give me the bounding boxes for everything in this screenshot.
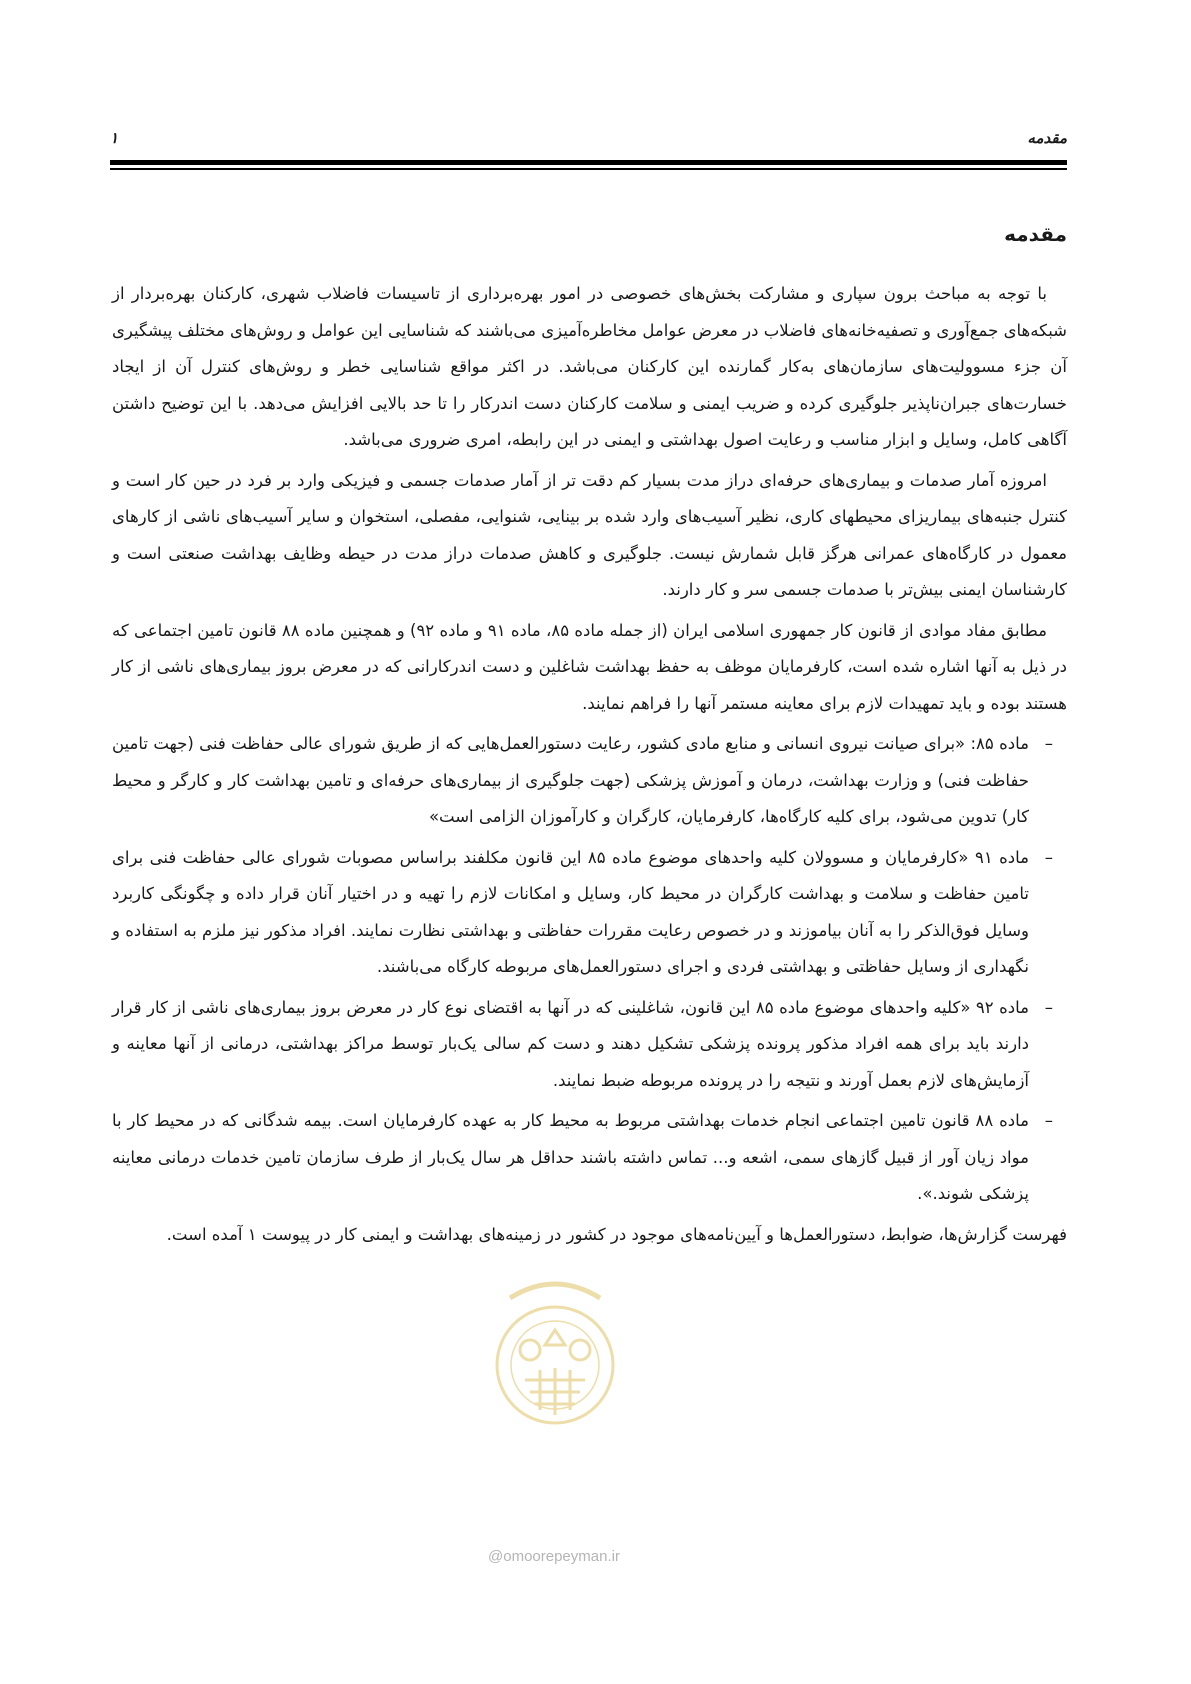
list-item	[112, 990, 1067, 1100]
list-item	[112, 840, 1067, 986]
running-section-title: مقدمه	[1027, 129, 1067, 147]
watermark-logo-icon	[485, 1270, 625, 1450]
paragraph: با توجه به مباحث برون سپاری و مشارکت بخش‌های خصوصی در امور بهره‌برداری از تاسیسات فاضلاب شهری، کارکنان بهره‌بردار از شبکه‌های جمع‌آوری و تصفیه‌خانه‌های فاضلاب در معرض عوامل مخاطره‌آمیزی می‌باشند که شناسایی این عوامل و روش‌های مختلف پیشگیری آن جزء مسوولیت‌های سازمان‌های به‌کار گمارنده این کارکنان می‌باشد. در اکثر مواقع شناسایی خطر و روش‌های کنترل آن از ایجاد خسارت‌های جبران‌ناپذیر جلوگیری کرده و ضریب ایمنی و سلامت کارکنان دست اندرکار را تا حد بالایی افزایش می‌دهد. با این توضیح داشتن آگاهی کامل، وسایل و ابزار مناسب و رعایت اصول بهداشتی و ایمنی در این رابطه، امری ضروری می‌باشد.	[112, 284, 1067, 449]
list-item-text: ماده ۹۱ «کارفرمایان و مسوولان کلیه واحدهای موضوع ماده ۸۵ این قانون مکلفند براساس مصوبات شورای عالی حفاظت فنی برای تامین حفاظت و سلامت و بهداشت کارگران در محیط کار، وسایل و امکانات لازم را تهیه و در اختیار آنان قرار داده و چگونگی کاربرد وسایل فوق‌الذکر را به آنان بیاموزند و در خصوص رعایت مقررات حفاظتی و بهداشتی نظارت نمایند. افراد مذکور نیز ملزم به استفاده و نگهداری از وسایل حفاظتی و بهداشتی فردی و اجرای دستورالعمل‌های مربوطه کارگاه می‌باشند.	[112, 847, 1029, 976]
watermark-site: @omoorepeyman.ir	[488, 1548, 620, 1565]
dash-bullet: –	[1044, 847, 1053, 867]
paragraph: امروزه آمار صدمات و بیماری‌های حرفه‌ای دراز مدت بسیار کم دقت تر از آمار صدمات جسمی و فیزیکی وارد بر فرد در حین کار است و کنترل جنبه‌های بیماریزای محیطهای کاری، نظیر آسیب‌های وارد شده بر بینایی، شنوایی، مفصلی، استخوان و سایر آسیب‌های ناشی از کارهای معمول در کارگاه‌های عمرانی هرگز قابل شمارش نیست. جلوگیری و کاهش صدمات دراز مدت در حیطه وظایف بهداشت صنعتی است و کارشناسان ایمنی بیش‌تر با صدمات جسمی سر و کار دارند.	[112, 470, 1067, 599]
law-articles-list	[112, 726, 1067, 1213]
header-rule-thick	[110, 160, 1067, 165]
list-item-text: ماده ۸۸ قانون تامین اجتماعی انجام خدمات بهداشتی مربوط به محیط کار به عهده کارفرمایان است. بیمه شدگانی که در محیط کار با مواد زیان آور از قبیل گازهای سمی، اشعه و... تماس داشته باشند حداقل هر سال یک‌بار از طرف سازمان تامین خدمات درمانی معاینه پزشکی شوند.».	[112, 1111, 1029, 1203]
header-rule-thin	[110, 168, 1067, 170]
page-header	[110, 128, 1067, 148]
section-heading: مقدمه	[1004, 222, 1067, 246]
dash-bullet: –	[1044, 997, 1053, 1017]
paragraph: مطابق مفاد موادی از قانون کار جمهوری اسلامی ایران (از جمله ماده ۸۵، ماده ۹۱ و ماده ۹۲) و همچنین ماده ۸۸ قانون تامین اجتماعی که در ذیل به آنها اشاره شده است، کارفرمایان موظف به حفظ بهداشت شاغلین و دست اندرکارانی که در معرض بروز بیماری‌های ناشی از کار هستند بوده و باید تمهیدات لازم برای معاینه مستمر آنها را فراهم نمایند.	[112, 620, 1067, 713]
dash-bullet: –	[1044, 1111, 1053, 1130]
document-body	[112, 276, 1067, 1257]
dash-bullet: –	[1044, 734, 1053, 753]
list-item	[112, 726, 1067, 836]
list-item-text: ماده ۸۵: «برای صیانت نیروی انسانی و منابع مادی کشور، رعایت دستورالعمل‌هایی که از طریق شورای عالی حفاظت فنی (جهت تامین حفاظت فنی) و وزارت بهداشت، درمان و آموزش پزشکی (جهت جلوگیری از بیماری‌های حرفه‌ای و تامین بهداشت کار و کارگر و محیط کار) تدوین می‌شود، برای کلیه کارگاه‌ها، کارفرمایان، کارگران و کارآموزان الزامی است»	[112, 734, 1029, 826]
paragraph: فهرست گزارش‌ها، ضوابط، دستورالعمل‌ها و آیین‌نامه‌های موجود در کشور در زمینه‌های بهداشت و ایمنی کار در پیوست ۱ آمده است.	[166, 1224, 1067, 1244]
page-number: ۱	[110, 129, 119, 147]
list-item-text: ماده ۹۲ «کلیه واحدهای موضوع ماده ۸۵ این قانون، شاغلینی که در آنها به اقتضای نوع کار در معرض بروز بیماری‌های ناشی از کار قرار دارند باید برای همه افراد مذکور پرونده پزشکی تشکیل دهند و دست کم سالی یک‌بار توسط مراکز بهداشتی، درمانی از آنها معاینه و آزمایش‌های لازم بعمل آورند و نتیجه را در پرونده مربوطه ضبط نمایند.	[112, 997, 1029, 1090]
list-item	[112, 1103, 1067, 1213]
